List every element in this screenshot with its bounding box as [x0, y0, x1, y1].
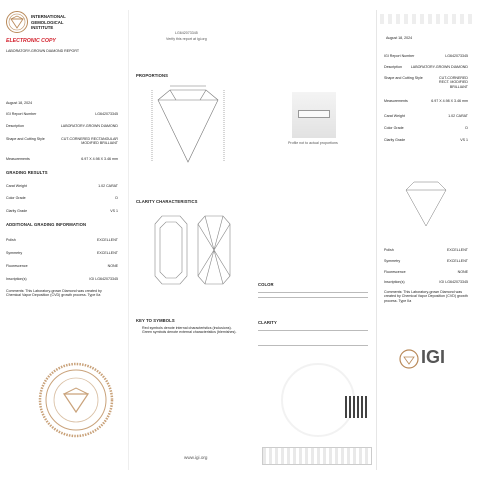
summary-row — [384, 54, 468, 64]
org-name — [31, 14, 66, 31]
summary-row — [384, 270, 468, 280]
detail-date: August 18, 2024 — [6, 101, 33, 105]
igi-emblem-icon — [4, 10, 30, 34]
summary-value: IGI LG642073345 — [439, 280, 468, 284]
security-strip — [262, 447, 372, 465]
summary-value: EXCELLENT — [447, 259, 468, 263]
summary-row — [384, 76, 468, 92]
clarity-plot — [150, 210, 240, 295]
detail-value: LG642073345 — [95, 112, 118, 116]
additional-title: ADDITIONAL GRADING INFORMATION — [6, 222, 87, 227]
clarity-plot-icon — [150, 210, 240, 290]
summary-header-strip — [380, 14, 472, 24]
summary-value: LG642073345 — [445, 54, 468, 58]
qr-code — [345, 396, 367, 418]
clarity-scale-title: CLARITY — [258, 320, 277, 325]
summary-label: Carat Weight — [384, 114, 405, 118]
summary-label: Color Grade — [384, 126, 404, 130]
comments-text: Comments: This Laboratory-grown Diamond was created by Chemical Vapor Deposition (CVD) growth process. Type IIa — [6, 289, 102, 298]
detail-value: CUT-CORNERED RECTANGULAR MODIFIED BRILLIANT — [61, 137, 118, 146]
summary-row — [384, 126, 468, 136]
report-title: LABORATORY-GROWN DIAMOND REPORT — [6, 49, 80, 53]
org-line-2: GEMOLOGICAL — [31, 19, 64, 25]
additional-row-symmetry — [6, 251, 118, 259]
key-symbols-title: KEY TO SYMBOLS — [136, 318, 175, 323]
summary-value: 6.97 X 4.98 X 3.46 mm — [431, 99, 468, 103]
proportions-title: PROPORTIONS — [136, 73, 169, 78]
grading-value: VS 1 — [110, 209, 118, 213]
igi-logo — [4, 10, 30, 34]
summary-value: VS 1 — [460, 138, 468, 142]
clarity-scale-bar — [258, 330, 368, 346]
summary-row — [384, 114, 468, 124]
summary-value: 1.02 CARAT — [448, 114, 468, 118]
detail-row-shape — [6, 137, 118, 149]
org-line-1: INTERNATIONAL — [31, 14, 66, 19]
summary-diamond-icon — [398, 176, 454, 232]
detail-value: 6.97 X 4.98 X 3.46 mm — [81, 157, 118, 161]
summary-value: LABORATORY-GROWN DIAMOND — [410, 65, 468, 69]
grading-row-carat — [6, 184, 118, 192]
diamond-photo — [292, 92, 336, 138]
grading-value: D — [115, 196, 118, 200]
grading-row-clarity — [6, 209, 118, 217]
summary-value: CUT-CORNERED RECT. MODIFIED BRILLIANT — [439, 76, 468, 89]
summary-date: August 18, 2024 — [386, 36, 413, 40]
additional-value: IGI LG642073345 — [89, 277, 118, 281]
grading-results-title: GRADING RESULTS — [6, 170, 48, 175]
proportions-note: Profile not to actual proportions — [288, 141, 338, 145]
additional-label: Polish — [6, 238, 16, 242]
summary-label: Measurements — [384, 99, 408, 103]
summary-igi-logo — [398, 348, 420, 375]
summary-value: D — [465, 126, 468, 130]
summary-igi-mark: IGI — [421, 347, 446, 367]
grading-row-color — [6, 196, 118, 204]
summary-proportions — [398, 176, 454, 237]
color-scale-title: COLOR — [258, 282, 274, 287]
detail-row-date — [6, 101, 118, 109]
summary-row — [384, 280, 468, 290]
electronic-copy-label: ELECTRONIC COPY — [6, 38, 56, 44]
grading-value: 1.02 CARAT — [98, 184, 118, 188]
detail-row-report-number — [6, 112, 118, 120]
summary-label: Inscription(s) — [384, 280, 405, 284]
additional-label: Fluorescence — [6, 264, 28, 268]
summary-value: EXCELLENT — [447, 248, 468, 252]
proportions-diagram — [128, 82, 248, 177]
footer-url: www.igi.org — [184, 455, 208, 460]
detail-label: IGI Report Number — [6, 112, 37, 116]
detail-label: Measurements — [6, 157, 30, 161]
verify-line: Verify this report at igi.org — [166, 37, 207, 41]
seal-icon — [36, 360, 116, 440]
summary-row — [384, 99, 468, 109]
summary-row — [384, 65, 468, 75]
grading-label: Color Grade — [6, 196, 26, 200]
detail-row-measurements — [6, 157, 118, 165]
additional-row-inscription — [6, 277, 118, 285]
additional-label: Symmetry — [6, 251, 23, 255]
summary-label: IGI Report Number — [384, 54, 415, 58]
additional-value: NONE — [107, 264, 118, 268]
color-scale-bar — [258, 292, 368, 298]
detail-label: Shape and Cutting Style — [6, 137, 45, 141]
clarity-title: CLARITY CHARACTERISTICS — [136, 199, 198, 204]
grading-label: Carat Weight — [6, 184, 27, 188]
detail-value: LABORATORY-GROWN DIAMOND — [60, 124, 118, 128]
igi-seal — [36, 360, 116, 445]
additional-label: Inscription(s) — [6, 277, 27, 281]
igi-ring-icon — [398, 348, 420, 370]
additional-row-polish — [6, 238, 118, 246]
report-number-line: LG642073345 — [175, 31, 198, 35]
summary-label: Symmetry — [384, 259, 401, 263]
summary-label: Description — [384, 65, 402, 69]
org-line-3: INSTITUTE — [31, 25, 54, 31]
diamond-profile-icon — [128, 82, 248, 172]
additional-value: EXCELLENT — [97, 238, 118, 242]
summary-row — [384, 259, 468, 269]
key-symbols-text: Red symbols denote internal characteristics (inclusions). Green symbols denote external characteristics (blemishes). — [142, 326, 237, 335]
photo-plate — [298, 110, 330, 118]
summary-label: Fluorescence — [384, 270, 406, 274]
detail-row-description — [6, 124, 118, 132]
summary-comments: Comments: This Laboratory-grown Diamond was created by Chemical Vapor Deposition (CVD) growth process. Type IIa — [384, 290, 468, 303]
grading-label: Clarity Grade — [6, 209, 28, 213]
summary-label: Clarity Grade — [384, 138, 406, 142]
summary-label: Shape and Cutting Style — [384, 76, 423, 80]
additional-value: EXCELLENT — [97, 251, 118, 255]
additional-row-fluorescence — [6, 264, 118, 272]
summary-row — [384, 248, 468, 258]
summary-row — [384, 138, 468, 148]
summary-value: NONE — [457, 270, 468, 274]
summary-label: Polish — [384, 248, 394, 252]
detail-label: Description — [6, 124, 24, 128]
